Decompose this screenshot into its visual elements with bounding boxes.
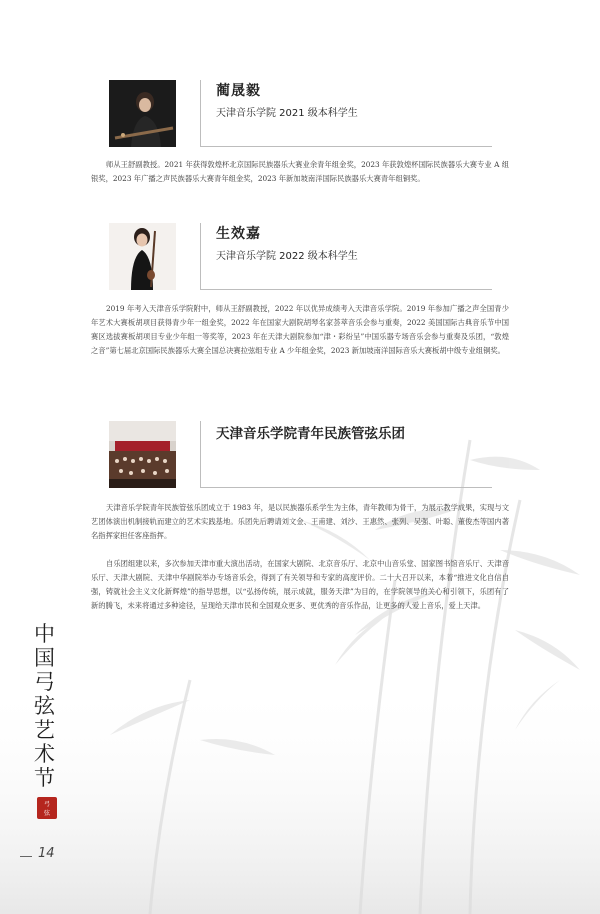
calligraphy-char: 中 (34, 622, 55, 646)
divider-horizontal (200, 289, 492, 290)
divider-horizontal (200, 146, 492, 147)
orchestra-paragraph-2: 自乐团组建以来，多次参加天津市重大演出活动，在国家大剧院、北京音乐厅、北京中山音乐堂、国家图书馆音乐厅、天津音乐厅、天津大剧院、天津中华剧院举办专场音乐会，得到了有关领导和专家的高度评价。二十大召开以来，本着“推进文化自信自强，铸就社会主义文化新辉煌”的指导思想，以“弘扬传统，展示成就，服务天津”为目的，在学院领导的关心和引领下，乐团有了新的腾飞，未来将通过多种途径，呈现给天津市民和全国观众更多、更优秀的音乐作品，让更多的人爱上音乐，爱上天津。 (91, 559, 509, 610)
calligraphy-char: 国 (34, 646, 55, 670)
bamboo-background (0, 380, 600, 914)
performer-1-bio: 师从王舒副教授。2021 年获得敦煌杯北京国际民族器乐大赛业余青年组金奖，2023 年获敦煌杯国际民族器乐大赛专业 A 组银奖，2023 年广播之声民族器乐大赛青年组金奖，2023 年新加坡南洋国际民族器乐大赛青年组铜奖。 (91, 160, 509, 183)
page-number: 14 (38, 846, 55, 861)
page-number-rule (20, 856, 32, 857)
seal-char: 弦 (44, 810, 51, 817)
orchestra-photo (109, 421, 176, 488)
calligraphy-char: 艺 (34, 718, 55, 742)
divider-vertical (200, 223, 201, 290)
orchestra-paragraph-1: 天津音乐学院青年民族管弦乐团成立于 1983 年，是以民族器乐系学生为主体，青年教师为骨干，为展示教学成果，实现与文艺团体演出机制接轨而建立的艺术实践基地。乐团先后聘请刘文金、王甫建、刘沙、王惠然、张列、吴强、叶聪、董俊杰等国内著名指挥家担任客座指挥。 (91, 503, 509, 540)
performer-1-name: 蔺晟毅 (216, 83, 261, 99)
performer-1-photo (109, 80, 176, 147)
calligraphy-char: 弓 (34, 670, 55, 694)
performer-2-photo (109, 223, 176, 290)
divider-vertical (200, 80, 201, 147)
seal-char: 弓 (44, 801, 51, 808)
performer-1-school: 天津音乐学院 2021 级本科学生 (216, 108, 358, 119)
festival-calligraphy (34, 622, 64, 790)
orchestra-title: 天津音乐学院青年民族管弦乐团 (216, 426, 405, 442)
divider-vertical (200, 421, 201, 488)
divider-horizontal (200, 487, 492, 488)
red-seal-stamp (37, 797, 57, 819)
calligraphy-char: 弦 (34, 694, 55, 718)
performer-2-school: 天津音乐学院 2022 级本科学生 (216, 251, 358, 262)
calligraphy-char: 节 (34, 766, 55, 790)
performer-2-name: 生效嘉 (216, 226, 261, 242)
calligraphy-char: 术 (34, 742, 55, 766)
performer-2-bio: 2019 年考入天津音乐学院附中，师从王舒副教授，2022 年以优异成绩考入天津音乐学院。2019 年参加广播之声全国青少年艺术大赛板胡项目获得青少年一组金奖，2022 年在国家大剧院胡琴名家荟萃音乐会参与重奏，2022 美国国际古典音乐节中国赛区选拔赛板胡项目专业少年组一等奖等，2023 年在天津大剧院参加“津・彩纷呈”中国乐器专场音乐会参与重奏及乐团，“敦煌之音”第七届北京国际民族器乐大赛全国总决赛拉弦组专业 A 少年组金奖，2023 新加坡南洋国际音乐大赛板胡中级专业组铜奖。 (91, 304, 509, 355)
